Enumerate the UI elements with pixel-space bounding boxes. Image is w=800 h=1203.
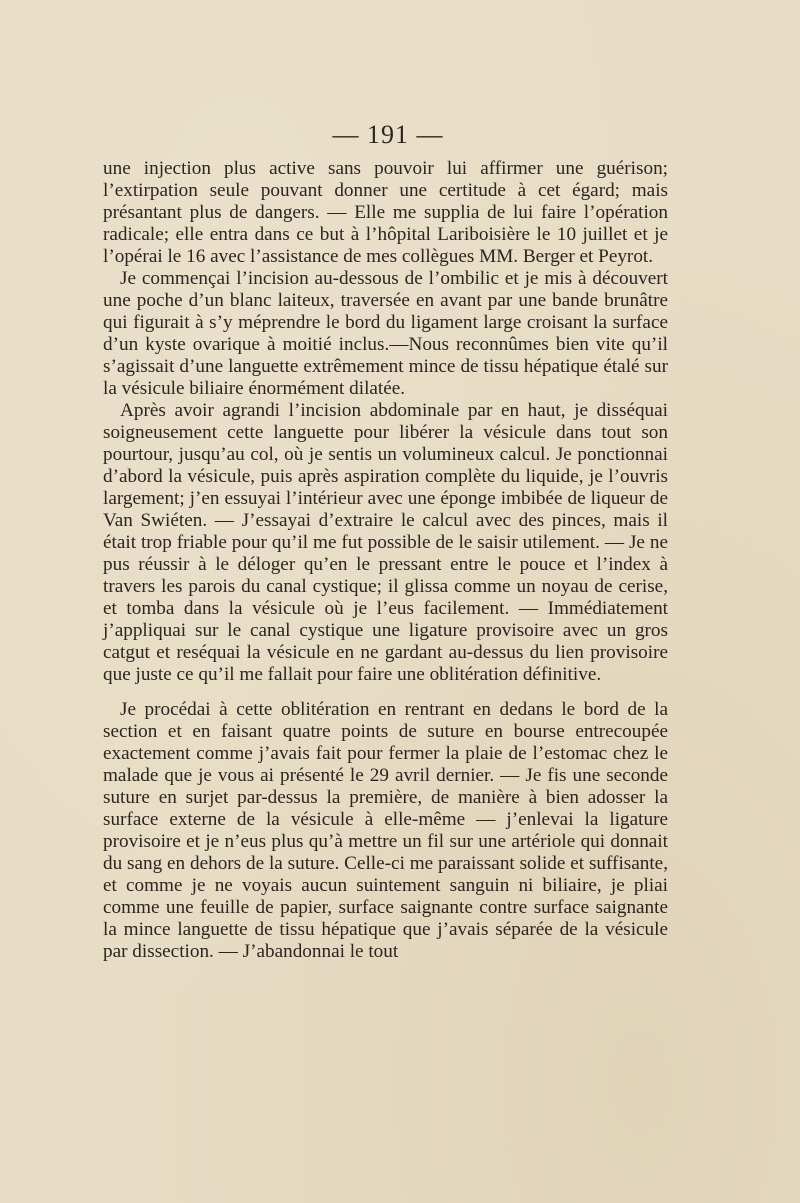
paragraph-2: Je commençai l’incision au-dessous de l’ombilic et je mis à découvert une poche d’un blanc laiteux, traversée en avant par une bande brunâtre qui figurait à s’y méprendre le bord du ligament large croisant la surface d’un kyste ovarique à moitié inclus.—Nous reconnûmes bien vite qu’il s’agissait d’une languette extrêmement mince de tissu hépatique étalé sur la vésicule biliaire énormément dilatée.: [103, 268, 668, 399]
paragraph-4: Je procédai à cette oblitération en rentrant en dedans le bord de la section et en faisant quatre points de suture en bourse entrecoupée exactement comme j’avais fait pour fermer la plaie de l’estomac chez le malade que je vous ai présenté le 29 avril dernier. — Je fis une seconde suture en surjet par-dessus la première, de manière à bien adosser la surface externe de la vésicule à elle-même — j’enlevai la ligature provisoire et je n’eus plus qu’à mettre un fil sur une artériole qui donnait du sang en dehors de la suture. Celle-ci me paraissant solide et suffisante, et comme je ne voyais aucun suintement sanguin ni biliaire, je pliai comme une feuille de papier, surface saignante contre surface saignante la mince languette de tissu hépatique que j’avais séparée de la vésicule par dissection. — J’abandonnai le tout: [103, 699, 668, 962]
paragraph-1: une injection plus active sans pouvoir lui affirmer une guérison; l’extirpation seule pouvant donner une certitude à cet égard; mais présantant plus de dangers. — Elle me supplia de lui faire l’opération radicale; elle entra dans ce but à l’hôpital Lariboisière le 10 juillet et je l’opérai le 16 avec l’assistance de mes collègues MM. Berger et Peyrot.: [103, 158, 668, 267]
paragraph-3: Après avoir agrandi l’incision abdominale par en haut, je disséquai soigneusement cette languette pour libérer la vésicule dans tout son pourtour, jusqu’au col, où je sentis un volumineux calcul. Je ponctionnai d’abord la vésicule, puis après aspiration complète du liquide, je l’ouvris largement; j’en essuyai l’intérieur avec une éponge imbibée de liqueur de Van Swiéten. — J’essayai d’extraire le calcul avec des pinces, mais il était trop friable pour qu’il me fut possible de le saisir utilement. — Je ne pus réussir à le déloger qu’en le pressant entre le pouce et l’index à travers les parois du canal cystique; il glissa comme un noyau de cerise, et tomba dans la vésicule où je l’eus facilement. — Immédiatement j’appliquai sur le canal cystique une ligature provisoire avec un gros catgut et reséquai la vésicule en ne gardant au-dessus du lien provisoire que juste ce qu’il me fallait pour faire une oblitération définitive.: [103, 400, 668, 685]
page-number: — 191 —: [332, 120, 444, 149]
body-text: [103, 158, 668, 963]
